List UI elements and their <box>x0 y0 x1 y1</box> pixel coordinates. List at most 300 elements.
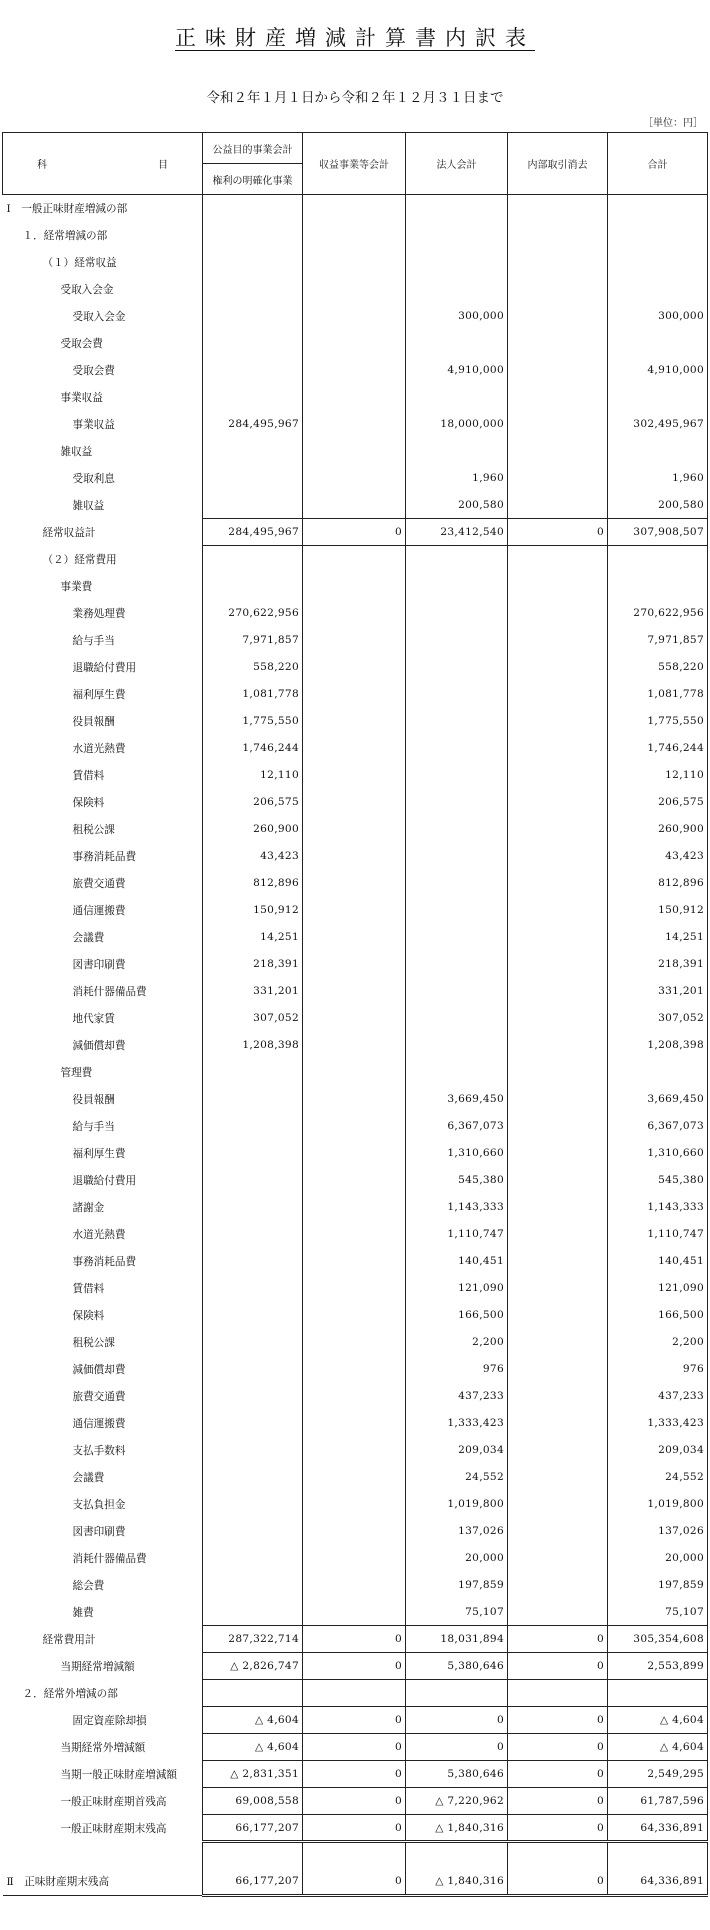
cell-v4 <box>508 1140 608 1167</box>
cell-v1 <box>203 1086 303 1113</box>
cell-v2 <box>303 546 406 573</box>
table-row <box>3 303 708 330</box>
cell-v5: 150,912 <box>608 897 708 924</box>
cell-v5: 331,201 <box>608 978 708 1005</box>
row-label: 旅費交通費 <box>3 870 203 897</box>
table-row <box>3 519 708 546</box>
table-row <box>3 951 708 978</box>
row-label: 事業収益 <box>3 384 203 411</box>
cell-v3: 0 <box>406 1734 508 1761</box>
cell-v4 <box>508 1113 608 1140</box>
cell-v3 <box>406 897 508 924</box>
header-corporate: 法人会計 <box>406 133 508 195</box>
cell-v1 <box>203 1599 303 1626</box>
cell-v4 <box>508 357 608 384</box>
cell-v3: 140,451 <box>406 1248 508 1275</box>
table-row <box>3 249 708 276</box>
table-row <box>3 1437 708 1464</box>
cell-v3 <box>406 384 508 411</box>
cell-v2 <box>303 627 406 654</box>
cell-v1 <box>203 1680 303 1707</box>
cell-v2: 0 <box>303 1707 406 1734</box>
cell-v4 <box>508 222 608 249</box>
cell-v4 <box>508 573 608 600</box>
row-label: 地代家賃 <box>3 1005 203 1032</box>
cell-v1 <box>203 1410 303 1437</box>
table-row <box>3 1140 708 1167</box>
row-label: （１）経常収益 <box>3 249 203 276</box>
table-row <box>3 1032 708 1059</box>
cell-v4: 0 <box>508 1869 608 1896</box>
cell-v5: 206,575 <box>608 789 708 816</box>
cell-v2 <box>303 1491 406 1518</box>
cell-v2 <box>303 276 406 303</box>
cell-v2 <box>303 1194 406 1221</box>
cell-v3 <box>406 600 508 627</box>
cell-v1 <box>203 1572 303 1599</box>
cell-v3 <box>406 546 508 573</box>
header-total: 合計 <box>608 133 708 195</box>
cell-v5: 3,669,450 <box>608 1086 708 1113</box>
table-row <box>3 1329 708 1356</box>
row-label: （２）経常費用 <box>3 546 203 573</box>
row-label: 一般正味財産期末残高 <box>3 1815 203 1842</box>
cell-v4 <box>508 654 608 681</box>
cell-v4 <box>508 249 608 276</box>
header-subject <box>3 133 203 195</box>
table-row <box>3 438 708 465</box>
cell-v2 <box>303 1437 406 1464</box>
cell-v5: 218,391 <box>608 951 708 978</box>
cell-v4 <box>508 438 608 465</box>
table-row <box>3 1194 708 1221</box>
cell-v3 <box>406 924 508 951</box>
table-row <box>3 1518 708 1545</box>
cell-v3: 75,107 <box>406 1599 508 1626</box>
cell-v3 <box>406 1680 508 1707</box>
row-label: 減価償却費 <box>3 1032 203 1059</box>
cell-v4 <box>508 1302 608 1329</box>
cell-v2 <box>303 897 406 924</box>
cell-v5: 197,859 <box>608 1572 708 1599</box>
row-label: 受取会費 <box>3 330 203 357</box>
cell-v5: 1,746,244 <box>608 735 708 762</box>
cell-v2 <box>303 303 406 330</box>
row-label: 当期一般正味財産増減額 <box>3 1761 203 1788</box>
cell-v5 <box>608 249 708 276</box>
header-public-benefit: 公益目的事業会計 <box>203 133 303 164</box>
cell-v2 <box>303 762 406 789</box>
table-row <box>3 735 708 762</box>
cell-v1 <box>203 1491 303 1518</box>
cell-v1 <box>203 573 303 600</box>
cell-v5 <box>608 438 708 465</box>
cell-v4 <box>508 1410 608 1437</box>
cell-v5: 20,000 <box>608 1545 708 1572</box>
cell-v5 <box>608 1680 708 1707</box>
cell-v5: 1,110,747 <box>608 1221 708 1248</box>
cell-v4: 0 <box>508 519 608 546</box>
cell-v2 <box>303 1680 406 1707</box>
table-row <box>3 1113 708 1140</box>
cell-v1 <box>203 1437 303 1464</box>
table-row <box>3 1167 708 1194</box>
row-label: 事務消耗品費 <box>3 843 203 870</box>
cell-v1 <box>203 357 303 384</box>
cell-v3 <box>406 627 508 654</box>
cell-v3 <box>406 870 508 897</box>
cell-v5: 137,026 <box>608 1518 708 1545</box>
header-profit-business: 収益事業等会計 <box>303 133 406 195</box>
table-row <box>3 1302 708 1329</box>
row-label: Ⅰ 一般正味財産増減の部 <box>3 195 203 222</box>
row-label: 福利厚生費 <box>3 681 203 708</box>
cell-v1: 284,495,967 <box>203 519 303 546</box>
row-label: 業務処理費 <box>3 600 203 627</box>
table-row <box>3 1086 708 1113</box>
cell-v2 <box>303 330 406 357</box>
cell-v1 <box>203 249 303 276</box>
row-label: 管理費 <box>3 1059 203 1086</box>
cell-v1: 1,746,244 <box>203 735 303 762</box>
row-label: 消耗什器備品費 <box>3 978 203 1005</box>
cell-v4 <box>508 681 608 708</box>
table-row <box>3 195 708 222</box>
cell-v4 <box>508 1383 608 1410</box>
table-row <box>3 573 708 600</box>
cell-v5: △ 4,604 <box>608 1734 708 1761</box>
cell-v5: 1,019,800 <box>608 1491 708 1518</box>
cell-v5: 140,451 <box>608 1248 708 1275</box>
cell-v4 <box>508 627 608 654</box>
cell-v2 <box>303 735 406 762</box>
row-label: 受取利息 <box>3 465 203 492</box>
cell-v3 <box>406 708 508 735</box>
cell-v5: 64,336,891 <box>608 1815 708 1842</box>
row-label: 給与手当 <box>3 627 203 654</box>
cell-v1: 287,322,714 <box>203 1626 303 1653</box>
row-label: 賃借料 <box>3 1275 203 1302</box>
table-row <box>3 1761 708 1788</box>
cell-v2 <box>303 1599 406 1626</box>
cell-v4 <box>508 330 608 357</box>
cell-v4: 0 <box>508 1707 608 1734</box>
cell-v1: 150,912 <box>203 897 303 924</box>
row-label: 諸謝金 <box>3 1194 203 1221</box>
table-row <box>3 1221 708 1248</box>
cell-v2 <box>303 357 406 384</box>
table-row <box>3 1626 708 1653</box>
cell-v4 <box>508 1464 608 1491</box>
cell-v5: 121,090 <box>608 1275 708 1302</box>
cell-v3 <box>406 330 508 357</box>
row-label: 会議費 <box>3 1464 203 1491</box>
table-row <box>3 897 708 924</box>
cell-v4 <box>508 1518 608 1545</box>
cell-v4 <box>508 1599 608 1626</box>
cell-v3: 3,669,450 <box>406 1086 508 1113</box>
cell-v2 <box>303 1113 406 1140</box>
cell-v3: 976 <box>406 1356 508 1383</box>
cell-v4 <box>508 1329 608 1356</box>
cell-v4 <box>508 303 608 330</box>
cell-v2 <box>303 789 406 816</box>
cell-v1: 12,110 <box>203 762 303 789</box>
cell-v2 <box>303 1086 406 1113</box>
cell-v5: △ 4,604 <box>608 1707 708 1734</box>
table-row <box>3 1815 708 1842</box>
cell-v2 <box>303 411 406 438</box>
cell-v5: 2,549,295 <box>608 1761 708 1788</box>
cell-v2 <box>303 816 406 843</box>
cell-v5: 305,354,608 <box>608 1626 708 1653</box>
row-label: 支払手数料 <box>3 1437 203 1464</box>
cell-v1: △ 4,604 <box>203 1707 303 1734</box>
cell-v2 <box>303 1545 406 1572</box>
cell-v2 <box>303 195 406 222</box>
cell-v3: 1,310,660 <box>406 1140 508 1167</box>
cell-v3: 5,380,646 <box>406 1653 508 1680</box>
cell-v4 <box>508 951 608 978</box>
cell-v2 <box>303 1329 406 1356</box>
cell-v2 <box>303 1356 406 1383</box>
cell-v4 <box>508 1680 608 1707</box>
row-label: 水道光熱費 <box>3 1221 203 1248</box>
table-row <box>3 1464 708 1491</box>
cell-v3: 545,380 <box>406 1167 508 1194</box>
row-label: 役員報酬 <box>3 1086 203 1113</box>
table-row <box>3 1410 708 1437</box>
cell-v2 <box>303 573 406 600</box>
cell-v4 <box>508 384 608 411</box>
cell-v1: 7,971,857 <box>203 627 303 654</box>
cell-v4 <box>508 1275 608 1302</box>
cell-v3 <box>406 222 508 249</box>
cell-v4: 0 <box>508 1761 608 1788</box>
row-label: 固定資産除却損 <box>3 1707 203 1734</box>
table-row <box>3 492 708 519</box>
table-row <box>3 708 708 735</box>
cell-v5: 812,896 <box>608 870 708 897</box>
table-row <box>3 1653 708 1680</box>
cell-v5: 558,220 <box>608 654 708 681</box>
cell-v1 <box>203 1302 303 1329</box>
cell-v2 <box>303 1842 406 1869</box>
row-label <box>3 1842 203 1869</box>
cell-v5 <box>608 573 708 600</box>
cell-v3 <box>406 249 508 276</box>
cell-v5: 1,775,550 <box>608 708 708 735</box>
table-row <box>3 222 708 249</box>
cell-v5: 260,900 <box>608 816 708 843</box>
row-label: 当期経常増減額 <box>3 1653 203 1680</box>
table-row <box>3 681 708 708</box>
row-label: 通信運搬費 <box>3 897 203 924</box>
cell-v1 <box>203 1329 303 1356</box>
table-row <box>3 411 708 438</box>
cell-v3: 209,034 <box>406 1437 508 1464</box>
cell-v5: 166,500 <box>608 1302 708 1329</box>
row-label: ２．経常外増減の部 <box>3 1680 203 1707</box>
row-label: 総会費 <box>3 1572 203 1599</box>
table-row <box>3 330 708 357</box>
cell-v1: 218,391 <box>203 951 303 978</box>
table-row <box>3 1572 708 1599</box>
table-row <box>3 1680 708 1707</box>
cell-v5: 14,251 <box>608 924 708 951</box>
cell-v4 <box>508 843 608 870</box>
cell-v1 <box>203 330 303 357</box>
cell-v4 <box>508 1086 608 1113</box>
cell-v4 <box>508 1842 608 1869</box>
table-row <box>3 870 708 897</box>
table-row <box>3 1491 708 1518</box>
cell-v1 <box>203 384 303 411</box>
cell-v5: 61,787,596 <box>608 1788 708 1815</box>
cell-v1: 43,423 <box>203 843 303 870</box>
cell-v3 <box>406 1059 508 1086</box>
cell-v1 <box>203 546 303 573</box>
cell-v3: △ 1,840,316 <box>406 1815 508 1842</box>
cell-v2 <box>303 1248 406 1275</box>
cell-v5: 1,333,423 <box>608 1410 708 1437</box>
cell-v2 <box>303 249 406 276</box>
cell-v1 <box>203 1248 303 1275</box>
cell-v2: 0 <box>303 1653 406 1680</box>
cell-v3: 200,580 <box>406 492 508 519</box>
table-row <box>3 978 708 1005</box>
cell-v2 <box>303 384 406 411</box>
cell-v3: 300,000 <box>406 303 508 330</box>
row-label: 退職給付費用 <box>3 654 203 681</box>
cell-v4 <box>508 600 608 627</box>
cell-v4 <box>508 1194 608 1221</box>
row-label: 租税公課 <box>3 816 203 843</box>
cell-v2 <box>303 600 406 627</box>
row-label: 通信運搬費 <box>3 1410 203 1437</box>
row-label: 賃借料 <box>3 762 203 789</box>
cell-v2: 0 <box>303 1626 406 1653</box>
cell-v3 <box>406 978 508 1005</box>
table-row <box>3 465 708 492</box>
cell-v4 <box>508 924 608 951</box>
cell-v5: 2,553,899 <box>608 1653 708 1680</box>
row-label: 受取入会金 <box>3 303 203 330</box>
cell-v1 <box>203 222 303 249</box>
table-row <box>3 762 708 789</box>
table-row <box>3 1734 708 1761</box>
cell-v3: 5,380,646 <box>406 1761 508 1788</box>
cell-v1: 270,622,956 <box>203 600 303 627</box>
table-row <box>3 1869 708 1896</box>
row-label: 事業費 <box>3 573 203 600</box>
cell-v5: 2,200 <box>608 1329 708 1356</box>
table-row <box>3 1275 708 1302</box>
cell-v4 <box>508 1059 608 1086</box>
cell-v2 <box>303 1383 406 1410</box>
cell-v3: 121,090 <box>406 1275 508 1302</box>
cell-v1: △ 4,604 <box>203 1734 303 1761</box>
row-label: 経常収益計 <box>3 519 203 546</box>
cell-v5 <box>608 1059 708 1086</box>
cell-v1: 260,900 <box>203 816 303 843</box>
cell-v2 <box>303 843 406 870</box>
cell-v5: 43,423 <box>608 843 708 870</box>
cell-v2 <box>303 681 406 708</box>
cell-v2 <box>303 1140 406 1167</box>
row-label: 給与手当 <box>3 1113 203 1140</box>
table-row <box>3 1059 708 1086</box>
row-label: 福利厚生費 <box>3 1140 203 1167</box>
cell-v1: △ 2,831,351 <box>203 1761 303 1788</box>
table-row <box>3 627 708 654</box>
cell-v1: 69,008,558 <box>203 1788 303 1815</box>
cell-v2 <box>303 1275 406 1302</box>
cell-v2: 0 <box>303 1815 406 1842</box>
cell-v5: 24,552 <box>608 1464 708 1491</box>
cell-v3: 4,910,000 <box>406 357 508 384</box>
table-row <box>3 1356 708 1383</box>
row-label: 当期経常外増減額 <box>3 1734 203 1761</box>
cell-v2 <box>303 438 406 465</box>
row-label: 図書印刷費 <box>3 1518 203 1545</box>
cell-v4 <box>508 1491 608 1518</box>
cell-v5 <box>608 195 708 222</box>
cell-v2: 0 <box>303 1761 406 1788</box>
cell-v4 <box>508 195 608 222</box>
cell-v1: 1,208,398 <box>203 1032 303 1059</box>
cell-v3 <box>406 762 508 789</box>
row-label: 受取入会金 <box>3 276 203 303</box>
cell-v3: △ 7,220,962 <box>406 1788 508 1815</box>
cell-v5: 7,971,857 <box>608 627 708 654</box>
cell-v3 <box>406 843 508 870</box>
table-row <box>3 816 708 843</box>
cell-v1: 307,052 <box>203 1005 303 1032</box>
cell-v3 <box>406 276 508 303</box>
cell-v3: 1,143,333 <box>406 1194 508 1221</box>
cell-v1: 66,177,207 <box>203 1815 303 1842</box>
cell-v3: 437,233 <box>406 1383 508 1410</box>
cell-v5 <box>608 330 708 357</box>
cell-v4 <box>508 1167 608 1194</box>
cell-v3 <box>406 573 508 600</box>
cell-v3: 1,333,423 <box>406 1410 508 1437</box>
table-row <box>3 357 708 384</box>
row-label: 保険料 <box>3 1302 203 1329</box>
table-row <box>3 789 708 816</box>
cell-v4 <box>508 1356 608 1383</box>
cell-v2 <box>303 1221 406 1248</box>
row-label: 雑収益 <box>3 438 203 465</box>
table-row <box>3 1842 708 1869</box>
cell-v3: 18,000,000 <box>406 411 508 438</box>
cell-v3 <box>406 816 508 843</box>
cell-v2 <box>303 1032 406 1059</box>
table-row <box>3 843 708 870</box>
cell-v3: △ 1,840,316 <box>406 1869 508 1896</box>
document-title: 正味財産増減計算書内訳表 <box>175 26 535 50</box>
cell-v3: 20,000 <box>406 1545 508 1572</box>
cell-v3: 197,859 <box>406 1572 508 1599</box>
table-row <box>3 1599 708 1626</box>
cell-v5 <box>608 276 708 303</box>
cell-v5: 976 <box>608 1356 708 1383</box>
cell-v2 <box>303 1464 406 1491</box>
cell-v4 <box>508 546 608 573</box>
row-label: 図書印刷費 <box>3 951 203 978</box>
row-label: 事業収益 <box>3 411 203 438</box>
